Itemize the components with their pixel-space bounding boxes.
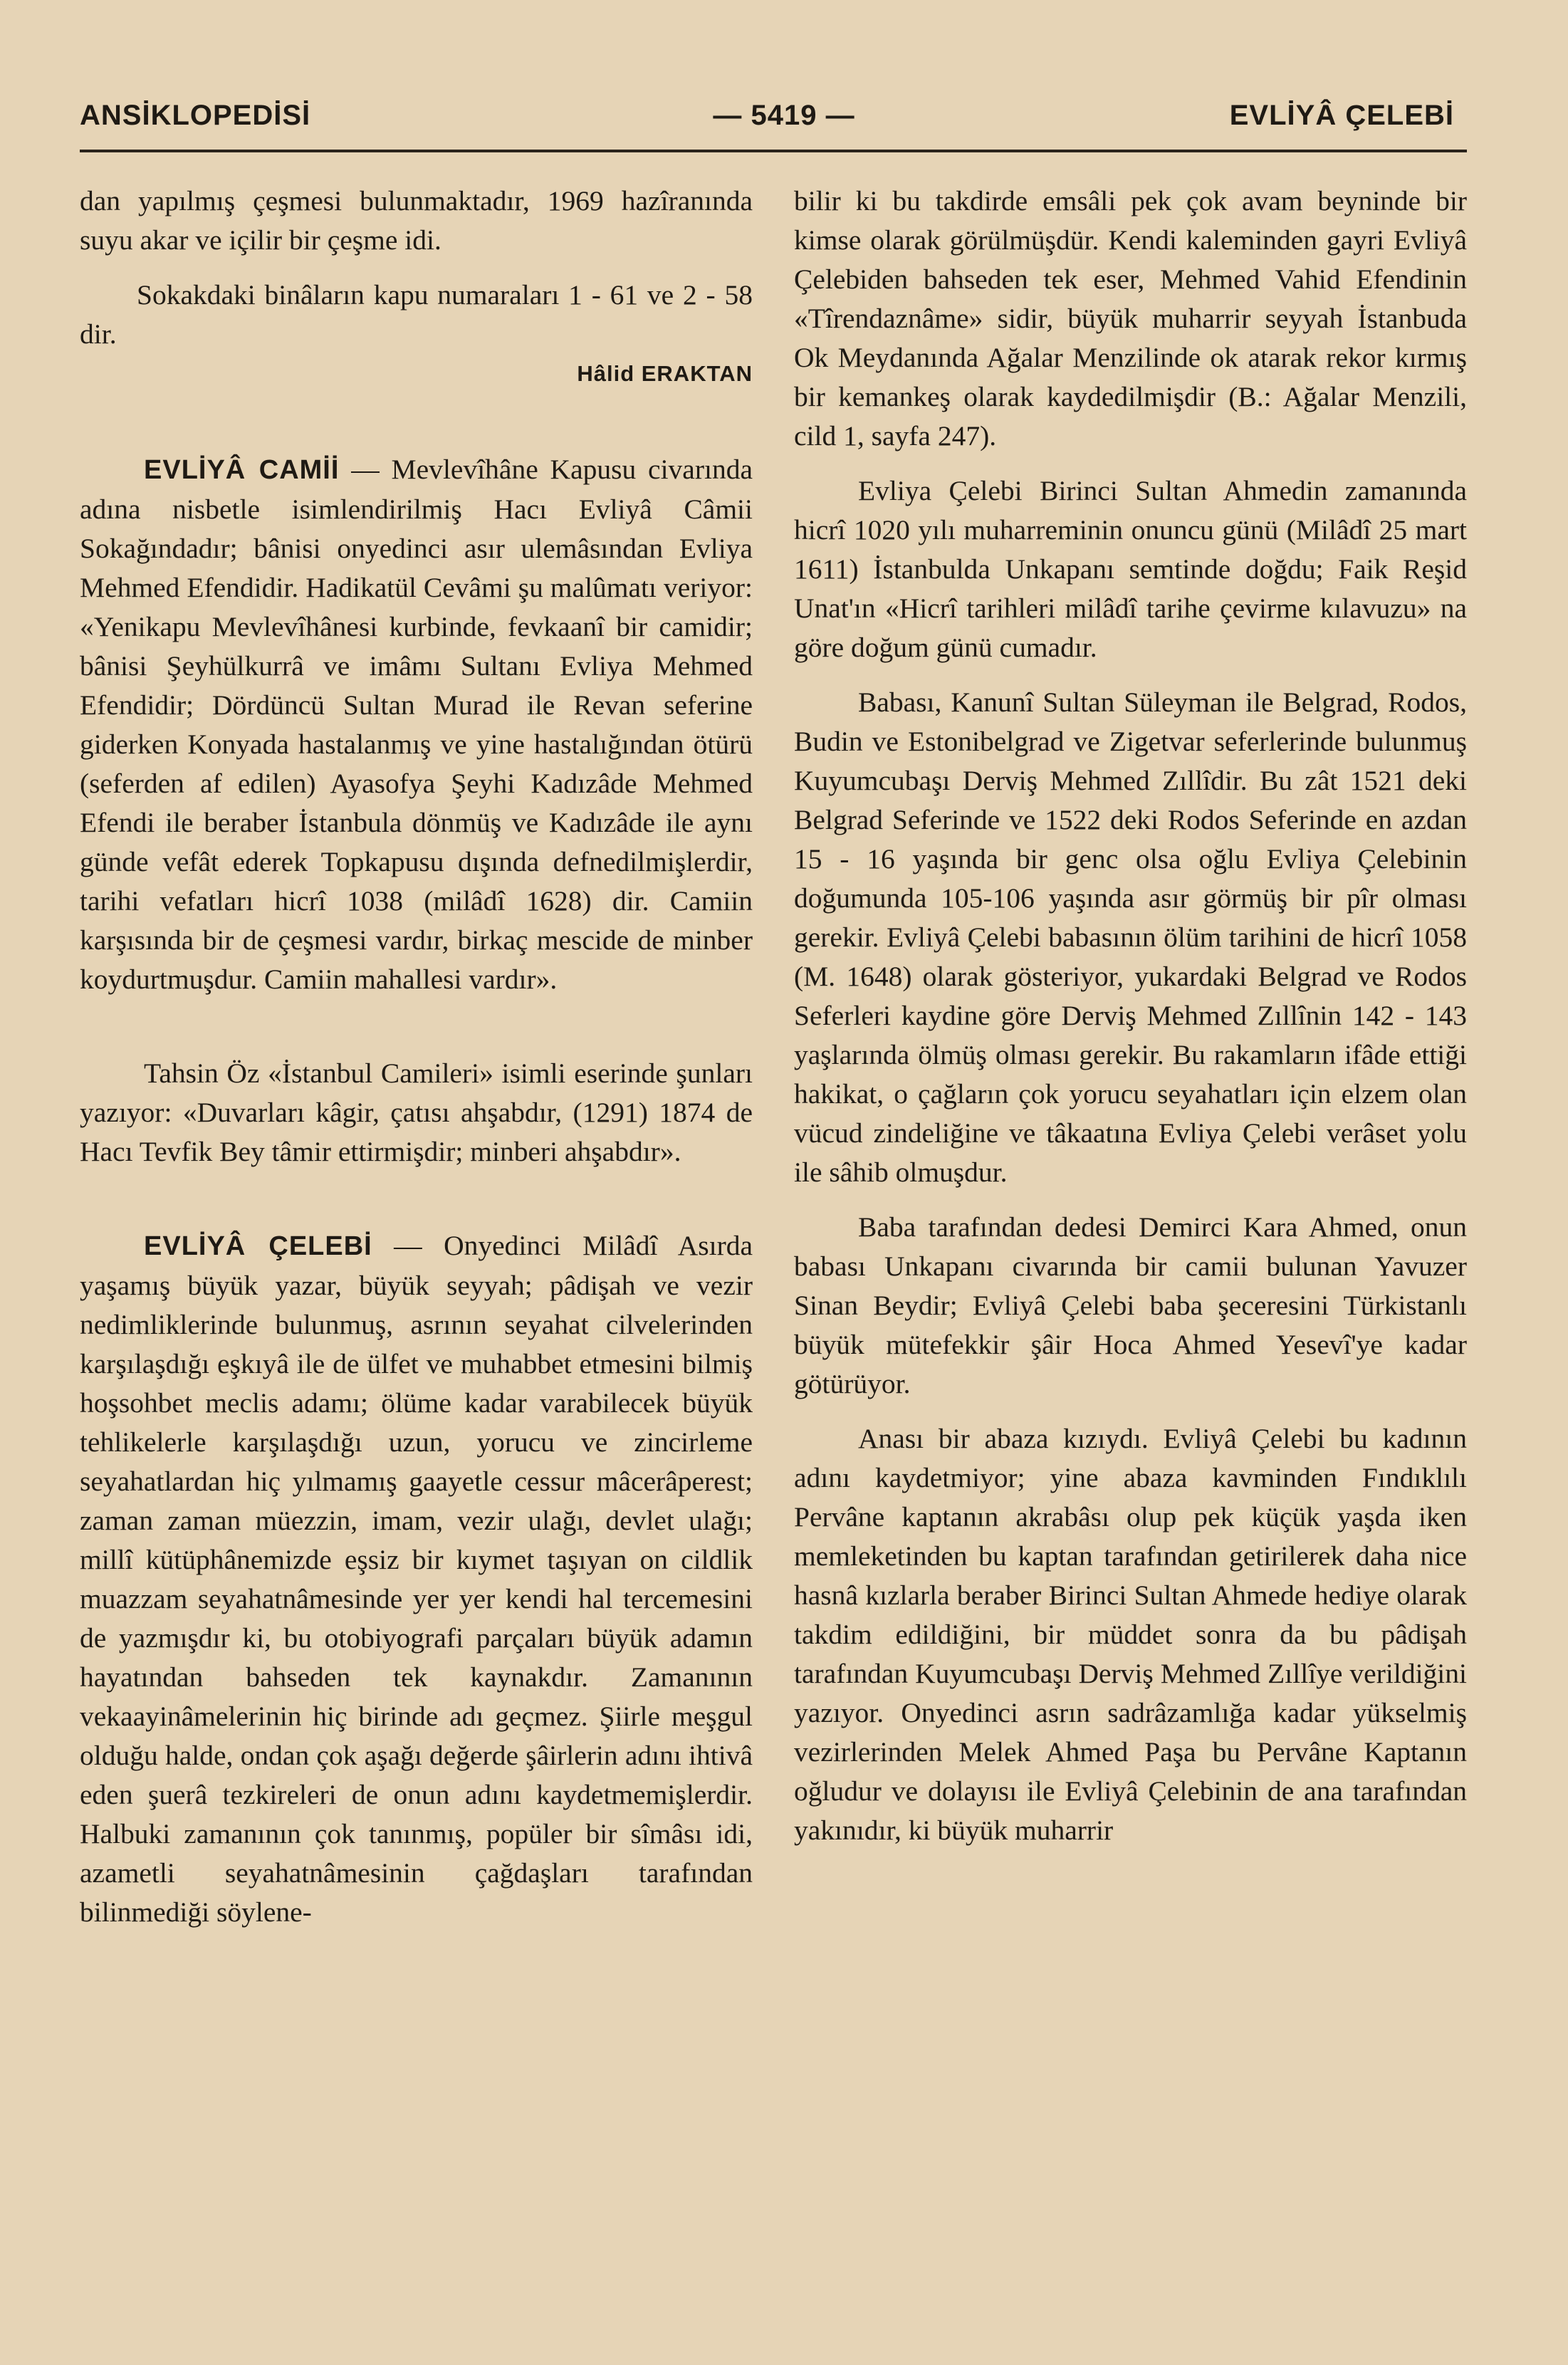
entry-text: — Onyedinci Milâdî Asırda yaşamış büyük yazar, büyük seyyah; pâdişah ve vezir nedimliklerinde bulunmuş, asrının seyahat cilvelerinden karşılaşdığı eşkıyâ ile de ülfet ve muhabbet etmesini bilmiş hoşsohbet meclis adamı; ölüme kadar varabilecek büyük tehlikelerle karşılaşdığı uzun, yorucu ve zincirleme seyahatlardan hiç yılmamış gaayetle cessur mâcerâperest; zaman zaman müezzin, imam, vezir ulağı, devlet ulağı; millî kütüphânemizde eşsiz bir kıymet taşıyan on cildlik muazzam seyahatnâmesinde yer yer kendi hal tercemesini de yazmışdır ki, bu otobiyografi parçaları büyük adamın hayatından bahseden tek kaynakdır. Zamanının vekaayinâmelerinin hiç birinde adı geçmez. Şiirle meşgul olduğu halde, ondan çok aşağı değerde şâirlerin adını ihtivâ eden şuerâ tezkireleri de onun adını kaydetmemişlerdir. Halbuki zamanının çok tanınmış, popüler bir sîmâsı idi, azametli seyahatnâmesinin çağdaşları tarafından bilinmediği söylene-	[80, 1230, 753, 1928]
paragraph: Sokakdaki binâların kapu numaraları 1 - 61 ve 2 - 58 dir.	[80, 279, 753, 350]
entry-text: — Mevlevîhâne Kapusu civarında adına nisbetle isimlendirilmiş Hacı Evliyâ Câmii Sokağındadır; bânisi onyedinci asır ulemâsından Evliya Mehmed Efendidir. Hadikatül Cevâmi şu malûmatı veriyor: «Yenikapu Mevlevîhânesi kurbinde, fevkaanî bir camidir; bânisi Şeyhülkurrâ ve imâmı Sultanı Evliya Mehmed Efendidir; Dördüncü Sultan Murad ile Revan seferine giderken Konyada hastalanmış ve yine hastalığından ötürü (seferden af edilen) Ayasofya Şeyhi Kadızâde Mehmed Efendi ile beraber İstanbula dönmüş ve Kadızâde ile aynı günde vefât ederek Topkapusu dışında defnedilmişlerdir, tarihi vefatları hicrî 1038 (milâdî 1628) dir. Camiin karşısında bir de çeşmesi vardır, birkaç mescide de minber koydurtmuşdur. Camiin mahallesi vardır».	[80, 454, 753, 995]
header-entry-title: EVLİYÂ ÇELEBİ	[1229, 100, 1454, 131]
paragraph: Anası bir abaza kızıydı. Evliyâ Çelebi bu kadının adını kaydetmiyor; yine abaza kavminden Fındıklılı Pervâne kaptanın akrabâsı olup pek küçük yaşda iken memleketinden bu kaptan tarafından getirilerek daha nice hasnâ kızlarla beraber Birinci Sultan Ahmede hediye olarak takdim edildiğini, bir müddet sonra da bu pâdişah tarafından Kuyumcubaşı Derviş Mehmed Zıllîye verildiğini yazıyor. Onyedinci asrın sadrâzamlığa kadar yükselmiş vezirlerinden Melek Ahmed Paşa bu Pervâne Kaptanın oğludur ve dolayısı ile Evliyâ Çelebinin de ana tarafından yakınıdır, ki büyük muharrir	[794, 1423, 1467, 1846]
paragraph: bilir ki bu takdirde emsâli pek çok avam beyninde bir kimse olarak görülmüşdür. Kendi kaleminden gayri Evliyâ Çelebiden bahseden tek eser, Mehmed Vahid Efendinin «Tîrendaznâme» sidir, büyük muharrir seyyah İstanbuda Ok Meydanında Ağalar Menzilinde ok atarak rekor kırmış bir kemankeş olarak kaydedilmişdir (B.: Ağalar Menzili, cild 1, sayfa 247).	[794, 185, 1467, 451]
left-column	[80, 182, 753, 2290]
right-column	[794, 182, 1467, 2290]
header-page-number: — 5419 —	[713, 100, 855, 131]
entry-evliya-camii	[80, 450, 753, 999]
entry-title: EVLİYÂ CAMİİ	[144, 455, 340, 485]
paragraph: Babası, Kanunî Sultan Süleyman ile Belgrad, Rodos, Budin ve Estonibelgrad ve Zigetvar seferlerinde bulunmuş Kuyumcubaşı Derviş Mehmed Zıllîdir. Bu zât 1521 deki Belgrad Seferinde ve 1522 deki Rodos Seferinde en azdan 15 - 16 yaşında bir genc olsa oğlu Evliya Çelebinin doğumunda 105-106 yaşında asır görmüş bir pîr olması gerekir. Evliyâ Çelebi babasının ölüm tarihini de hicrî 1058 (M. 1648) olarak gösteriyor, yukardaki Belgrad ve Rodos Seferleri kaydine göre Derviş Mehmed Zıllînin 142 - 143 yaşlarında ölmüş olması gerekir. Bu rakamların ifâde ettiği hakikat, o çağların çok yorucu seyahatları için elzem olan vücud zindeliğine ve tâkaatına Evliya Çelebi verâset yolu ile sâhib olmuşdur.	[794, 686, 1467, 1188]
paragraph: Baba tarafından dedesi Demirci Kara Ahmed, onun babası Unkapanı civarında bir camii bulunan Yavuzer Sinan Beydir; Evliyâ Çelebi baba şeceresini Türkistanlı büyük mütefekkir şâir Hoca Ahmed Yesevî'ye kadar götürüyor.	[794, 1211, 1467, 1399]
entry-title: EVLİYÂ ÇELEBİ	[144, 1231, 372, 1261]
paragraph: Tahsin Öz «İstanbul Camileri» isimli eserinde şunları yazıyor: «Duvarları kâgir, çatısı ahşabdır, (1291) 1874 de Hacı Tevfik Bey tâmir ettirmişdir; minberi ahşabdır».	[80, 1058, 753, 1167]
running-header	[0, 100, 1568, 142]
paragraph: Evliya Çelebi Birinci Sultan Ahmedin zamanında hicrî 1020 yılı muharreminin onuncu günü (Milâdî 25 mart 1611) İstanbulda Unkapanı semtinde doğdu; Faik Reşid Unat'ın «Hicrî tarihleri milâdî tarihe çevirme kılavuzu» na göre doğum günü cumadır.	[794, 475, 1467, 663]
entry-evliya-celebi	[80, 1226, 753, 1932]
header-rule	[80, 150, 1467, 152]
author-signature: Hâlid ERAKTAN	[577, 361, 753, 386]
header-publication-name: ANSİKLOPEDİSİ	[80, 100, 311, 131]
paragraph: dan yapılmış çeşmesi bulunmaktadır, 1969 hazîranında suyu akar ve içilir bir çeşme idi.	[80, 185, 753, 256]
